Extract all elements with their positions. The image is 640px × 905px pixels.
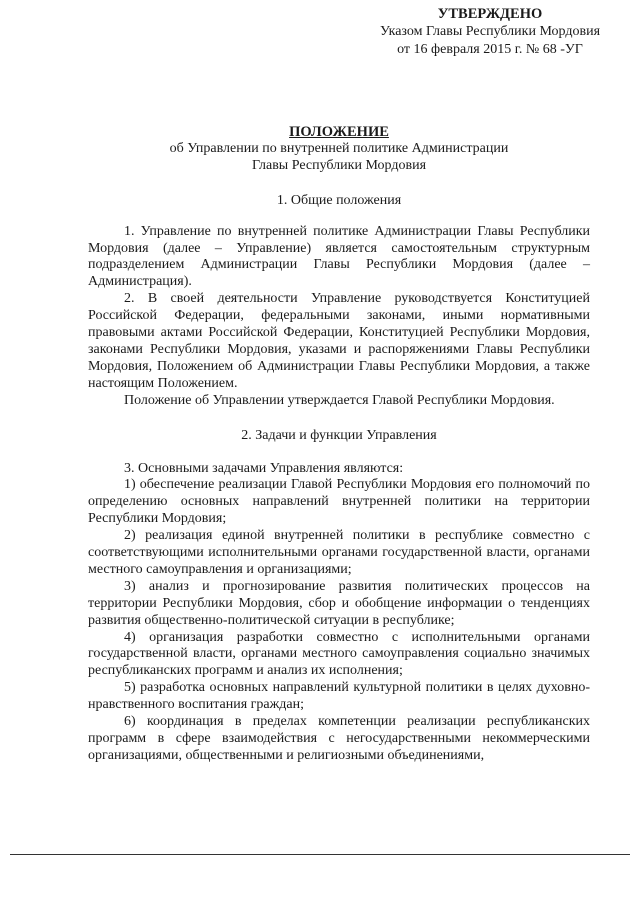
document-subtitle-2: Главы Республики Мордовия bbox=[251, 157, 427, 173]
paragraph-3: Положение об Управлении утверждается Главой Республики Мордовия. bbox=[124, 392, 555, 408]
tasks-intro: 3. Основными задачами Управления являются: bbox=[124, 460, 404, 476]
task-item-4: 4) организация разработки совместно с исполнительными органами государственной власти, органами местного самоуправления социально значимых республиканских программ и анализ их исполнения; bbox=[88, 629, 590, 679]
task-item-2: 2) реализация единой внутренней политики в республике совместно с соответствующими исполнительными органами государственной власти, органами местного самоуправления и организациями; bbox=[88, 528, 590, 577]
section-2-heading: 2. Задачи и функции Управления bbox=[241, 427, 437, 443]
section-1-heading: 1. Общие положения bbox=[276, 192, 402, 208]
document-body bbox=[88, 124, 590, 765]
bottom-divider bbox=[10, 854, 630, 855]
task-item-5: 5) разработка основных направлений культурной политики в целях духовно-нравственного воспитания граждан; bbox=[88, 680, 590, 713]
paragraph-2: 2. В своей деятельности Управление руководствуется Конституцией Российской Федерации, федеральными законами, иными нормативными правовыми актами Российской Федерации, Конституцией Республики Мордовия, законами Республики Мордовия, указами и распоряжениями Главы Республики Мордовия, Положением об Администрации Главы Республики Мордовия, а также настоящим Положением. bbox=[88, 291, 590, 391]
approval-decree: Указом Главы Республики Мордовия bbox=[379, 24, 601, 39]
approval-date-number: от 16 февраля 2015 г. № 68 -УГ bbox=[397, 42, 583, 57]
approval-stamp bbox=[320, 5, 620, 59]
task-item-3: 3) анализ и прогнозирование развития политических процессов на территории Республики Мордовия, сбор и обобщение информации о тенденциях развития общественно-политической ситуации в республике; bbox=[88, 578, 590, 628]
document-title: ПОЛОЖЕНИЕ bbox=[289, 124, 389, 140]
approval-title: УТВЕРЖДЕНО bbox=[437, 6, 543, 22]
paragraph-1: 1. Управление по внутренней политике Администрации Главы Республики Мордовия (далее – Управление) является самостоятельным структурным подразделением Администрации Главы Республики Мордовия (далее – Администрация). bbox=[88, 223, 590, 290]
task-item-6: 6) координация в пределах компетенции реализации республиканских программ в сфере взаимодействия с негосударственными некоммерческими организациями, общественными и религиозными объединениями, bbox=[88, 714, 590, 763]
document-subtitle-1: об Управлении по внутренней политике Администрации bbox=[169, 140, 509, 156]
task-item-1: 1) обеспечение реализации Главой Республики Мордовия его полномочий по определению основных направлений внутренней политики на территории Республики Мордовия; bbox=[88, 477, 590, 527]
